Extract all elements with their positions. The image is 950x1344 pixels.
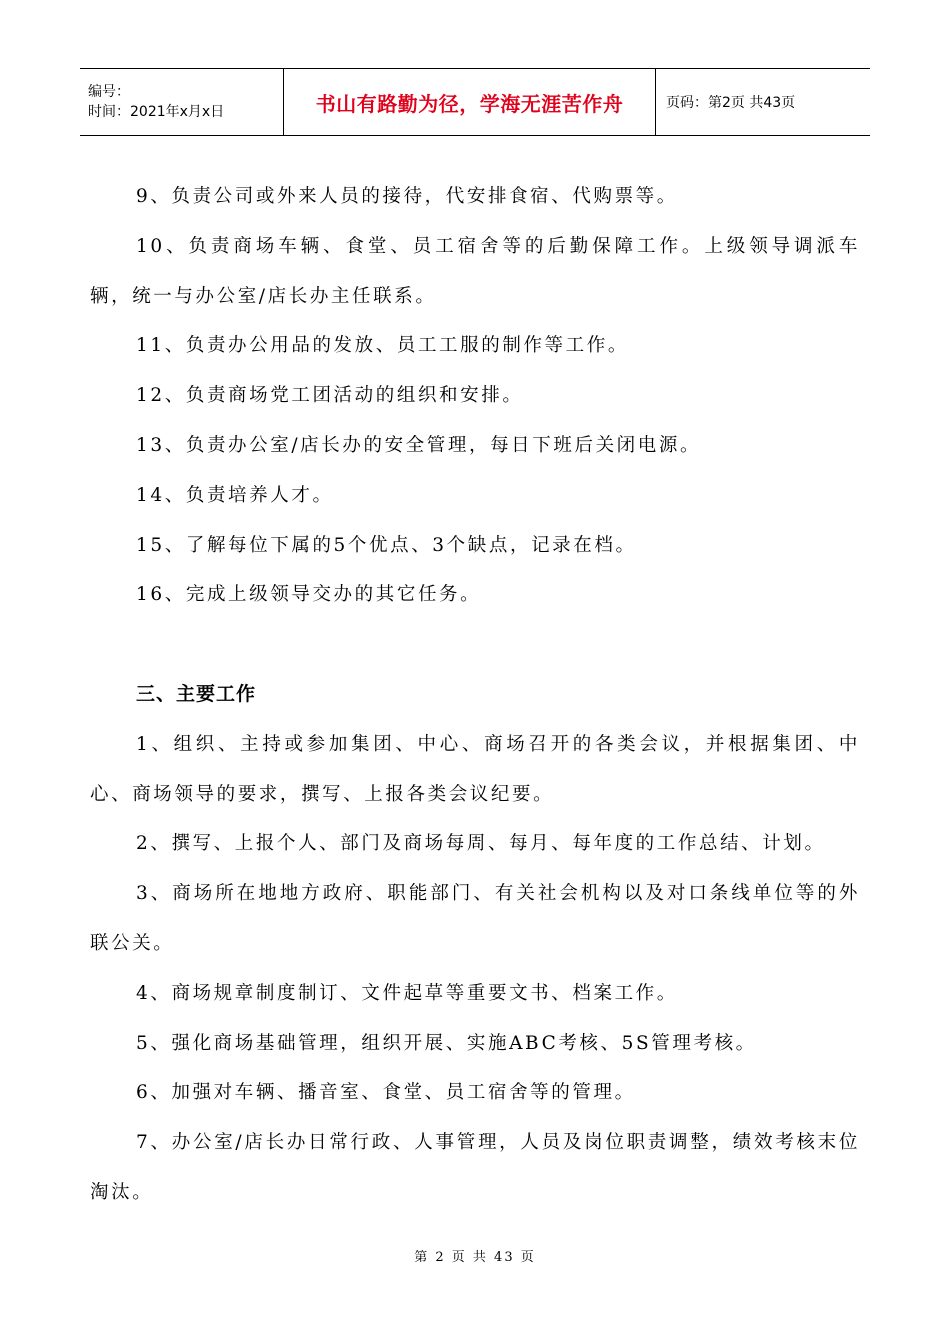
header-motto: 书山有路勤为径，学海无涯苦作舟	[315, 91, 624, 116]
document-body	[90, 172, 860, 1218]
list-item: 10、负责商场车辆、食堂、员工宿舍等的后勤保障工作。上级领导调派车辆，统一与办公室/店长办主任联系。	[90, 235, 860, 307]
list-item: 7、办公室/店长办日常行政、人事管理，人员及岗位职责调整，绩效考核末位淘汰。	[90, 1132, 860, 1203]
section-spacer	[90, 620, 860, 670]
list-item: 6、加强对车辆、播音室、食堂、员工宿舍等的管理。	[136, 1082, 636, 1104]
page-footer: 第 2 页 共 43 页	[414, 1250, 536, 1265]
header-page-info	[656, 69, 870, 135]
header-motto-cell	[284, 69, 656, 135]
document-date: 时间：2021年x月x日	[88, 104, 225, 120]
list-item: 4、商场规章制度制订、文件起草等重要文书、档案工作。	[136, 982, 678, 1004]
list-item: 5、强化商场基础管理，组织开展、实施ABC考核、5S管理考核。	[136, 1032, 757, 1054]
header-meta	[80, 69, 284, 135]
list-item: 2、撰写、上报个人、部门及商场每周、每月、每年度的工作总结、计划。	[136, 833, 826, 855]
list-item: 3、商场所在地地方政府、职能部门、有关社会机构以及对口条线单位等的外联公关。	[90, 883, 860, 954]
list-item: 15、了解每位下属的5个优点、3个缺点，记录在档。	[136, 534, 637, 556]
list-item: 1、组织、主持或参加集团、中心、商场召开的各类会议，并根据集团、中心、商场领导的要求，撰写、上报各类会议纪要。	[90, 733, 860, 805]
page-info-text: 页码：第2页 共43页	[666, 95, 796, 111]
list-item: 12、负责商场党工团活动的组织和安排。	[136, 385, 524, 407]
list-item: 13、负责办公室/店长办的安全管理，每日下班后关闭电源。	[136, 434, 702, 456]
section-heading: 三、主要工作	[136, 682, 257, 705]
document-header	[80, 68, 870, 136]
list-item: 14、负责培养人才。	[136, 484, 334, 506]
document-number-label: 编号：	[88, 84, 130, 100]
list-item: 11、负责办公用品的发放、员工工服的制作等工作。	[136, 335, 629, 357]
list-item: 9、负责公司或外来人员的接待，代安排食宿、代购票等。	[136, 186, 678, 207]
list-item: 16、完成上级领导交办的其它任务。	[136, 584, 482, 606]
